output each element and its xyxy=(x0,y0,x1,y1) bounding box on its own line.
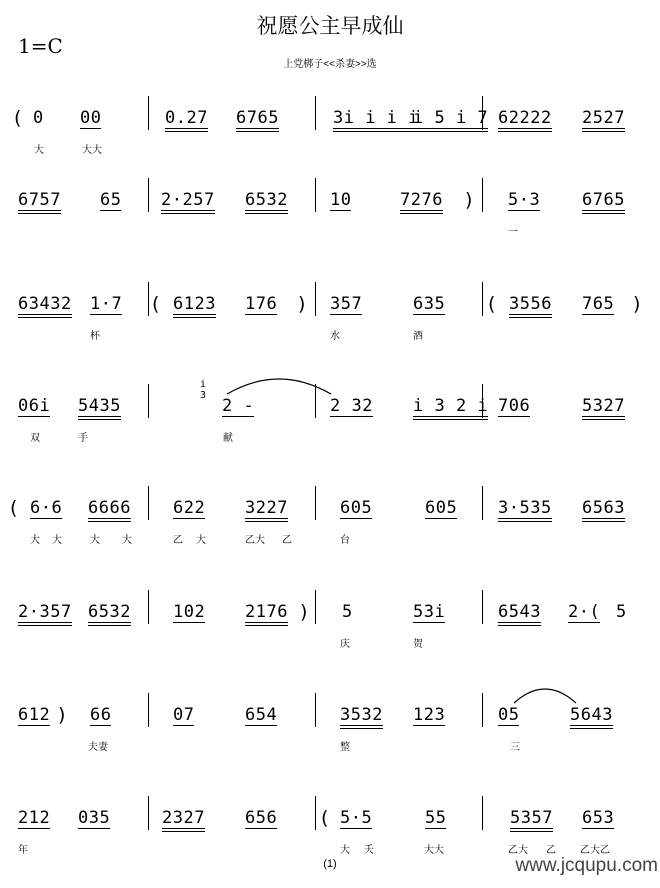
barline xyxy=(148,96,149,130)
score-row-5 xyxy=(0,498,660,578)
note-group: 10 xyxy=(330,190,352,210)
note-group: 6765 xyxy=(236,108,279,128)
note-group: 6543 xyxy=(498,602,541,622)
close-paren: ) xyxy=(58,704,66,726)
note-group: 6666 xyxy=(88,498,131,518)
lyric: 大 xyxy=(90,535,100,546)
lyric: 乙 xyxy=(546,845,556,856)
lyric: 一 xyxy=(508,227,518,238)
note-group: 00 xyxy=(80,108,102,128)
note-group: 5643 xyxy=(570,705,613,725)
open-paren: ( xyxy=(488,293,496,315)
note-group: 656 xyxy=(245,808,278,828)
lyric: 年 xyxy=(18,845,28,856)
note-group: 62222 xyxy=(498,108,552,128)
lyric: 乙 xyxy=(282,535,292,546)
watermark: www.jcqupu.com xyxy=(515,855,658,876)
barline xyxy=(315,282,316,316)
note-group: 2527 xyxy=(582,108,625,128)
open-paren: ( xyxy=(10,497,18,519)
lyric: 乙大乙 xyxy=(580,845,610,856)
lyric: 大 xyxy=(52,535,62,546)
note-group: 1·7 xyxy=(90,294,123,314)
score-row-3 xyxy=(0,294,660,374)
lyric: 献 xyxy=(223,433,233,444)
note-group: 07 xyxy=(173,705,195,725)
lyric: 整 xyxy=(340,742,350,753)
note-group: 0 xyxy=(33,108,44,128)
page-number: (1) xyxy=(323,858,337,870)
barline xyxy=(148,282,149,316)
note-group: 2·257 xyxy=(161,190,215,210)
barline xyxy=(148,796,149,830)
note-group: 5357 xyxy=(510,808,553,828)
note-group: 5 xyxy=(342,602,353,622)
close-paren: ) xyxy=(300,601,308,623)
barline xyxy=(315,796,316,830)
note-group: 2·357 xyxy=(18,602,72,622)
barline xyxy=(315,693,316,727)
key-signature: 1=C xyxy=(18,34,63,58)
open-paren: ( xyxy=(14,107,22,129)
tie-arc xyxy=(512,683,578,707)
close-paren: ) xyxy=(633,293,641,315)
note-group: 2 - xyxy=(222,396,255,416)
note-group: 53i xyxy=(413,602,446,622)
lyric: 三 xyxy=(510,742,520,753)
score-row-7 xyxy=(0,705,660,785)
lyric: 杯 xyxy=(90,331,100,342)
note-group: 7276 xyxy=(400,190,443,210)
barline xyxy=(482,96,483,130)
note-group: 6·6 xyxy=(30,498,63,518)
score-title: 祝愿公主早成仙 xyxy=(256,14,404,38)
note-group: 6532 xyxy=(245,190,288,210)
note-group: 5·5 xyxy=(340,808,373,828)
note-group: 654 xyxy=(245,705,278,725)
note-group: i 3 2 i xyxy=(413,396,488,416)
note-group: 3227 xyxy=(245,498,288,518)
note-group: 605 xyxy=(340,498,373,518)
note-group: 0.27 xyxy=(165,108,208,128)
note-group: 612 xyxy=(18,705,51,725)
lyric: 大 xyxy=(30,535,40,546)
lyric: 手 xyxy=(78,433,88,444)
note-group: 2327 xyxy=(162,808,205,828)
barline xyxy=(482,282,483,316)
note-group: 635 xyxy=(413,294,446,314)
score-row-4 xyxy=(0,379,660,476)
note-group: 2176 xyxy=(245,602,288,622)
barline xyxy=(315,384,316,418)
lyric: 大 xyxy=(34,145,44,156)
lyric: 大 xyxy=(196,535,206,546)
lyric: 乙大 xyxy=(245,535,265,546)
note-group: 765 xyxy=(582,294,615,314)
lyric: 大大 xyxy=(82,145,102,156)
barline xyxy=(482,486,483,520)
note-group: 5·3 xyxy=(508,190,541,210)
note-group: 605 xyxy=(425,498,458,518)
note-group: 622 xyxy=(173,498,206,518)
note-group: 06i xyxy=(18,396,51,416)
note-group: 6765 xyxy=(582,190,625,210)
note-group: 65 xyxy=(100,190,122,210)
note-group: 176 xyxy=(245,294,278,314)
score-subtitle: 上党梆子<<杀妻>>选 xyxy=(283,59,377,70)
note-group: 035 xyxy=(78,808,111,828)
barline xyxy=(148,384,149,418)
note-group: 357 xyxy=(330,294,363,314)
note-group: 3i i i i xyxy=(333,108,419,128)
note-group: 6123 xyxy=(173,294,216,314)
note-group: 653 xyxy=(582,808,615,828)
note-group: 123 xyxy=(413,705,446,725)
barline xyxy=(315,178,316,212)
barline xyxy=(482,384,483,418)
barline xyxy=(482,693,483,727)
note-group: 102 xyxy=(173,602,206,622)
close-paren: ) xyxy=(298,293,306,315)
note-group: 66 xyxy=(90,705,112,725)
barline xyxy=(482,590,483,624)
lyric: 夭 xyxy=(364,845,374,856)
note-group: 212 xyxy=(18,808,51,828)
barline xyxy=(482,178,483,212)
barline xyxy=(148,486,149,520)
note-group: 2·( xyxy=(568,602,601,622)
lyric: 夫妻 xyxy=(88,742,108,753)
note-group: 55 xyxy=(425,808,447,828)
note-group: 3·535 xyxy=(498,498,552,518)
tie-arc xyxy=(225,374,333,398)
note-group: 6532 xyxy=(88,602,131,622)
lyric: 双 xyxy=(30,433,40,444)
grace-note: i̇ 3 xyxy=(200,379,207,401)
note-group: 706 xyxy=(498,396,531,416)
barline xyxy=(148,693,149,727)
note-group: 6757 xyxy=(18,190,61,210)
open-paren: ( xyxy=(321,807,329,829)
note-group: 63432 xyxy=(18,294,72,314)
barline xyxy=(148,178,149,212)
lyric: 大大 xyxy=(424,845,444,856)
score-row-1 xyxy=(0,108,660,188)
barline xyxy=(482,796,483,830)
open-paren: ( xyxy=(152,293,160,315)
note-group: 5327 xyxy=(582,396,625,416)
lyric: 台 xyxy=(340,535,350,546)
lyric: 大 xyxy=(122,535,132,546)
barline xyxy=(315,590,316,624)
close-paren: ) xyxy=(465,189,473,211)
note-group: 2 32 xyxy=(330,396,373,416)
lyric: 庆 xyxy=(340,639,350,650)
note-group: 5435 xyxy=(78,396,121,416)
note-group: 05 xyxy=(498,705,520,725)
barline xyxy=(315,96,316,130)
note-group: 6563 xyxy=(582,498,625,518)
lyric: 酒 xyxy=(413,331,423,342)
note-group: 3532 xyxy=(340,705,383,725)
barline xyxy=(148,590,149,624)
note-group: 3556 xyxy=(509,294,552,314)
lyric: 乙 xyxy=(173,535,183,546)
lyric: 水 xyxy=(330,331,340,342)
lyric: 贺 xyxy=(413,639,423,650)
note-group: i 5 i 7 xyxy=(413,108,488,128)
note-group: 5 xyxy=(616,602,627,622)
lyric: 乙大 xyxy=(508,845,528,856)
score-row-2 xyxy=(0,190,660,270)
barline xyxy=(315,486,316,520)
lyric: 大 xyxy=(340,845,350,856)
score-row-6 xyxy=(0,602,660,682)
